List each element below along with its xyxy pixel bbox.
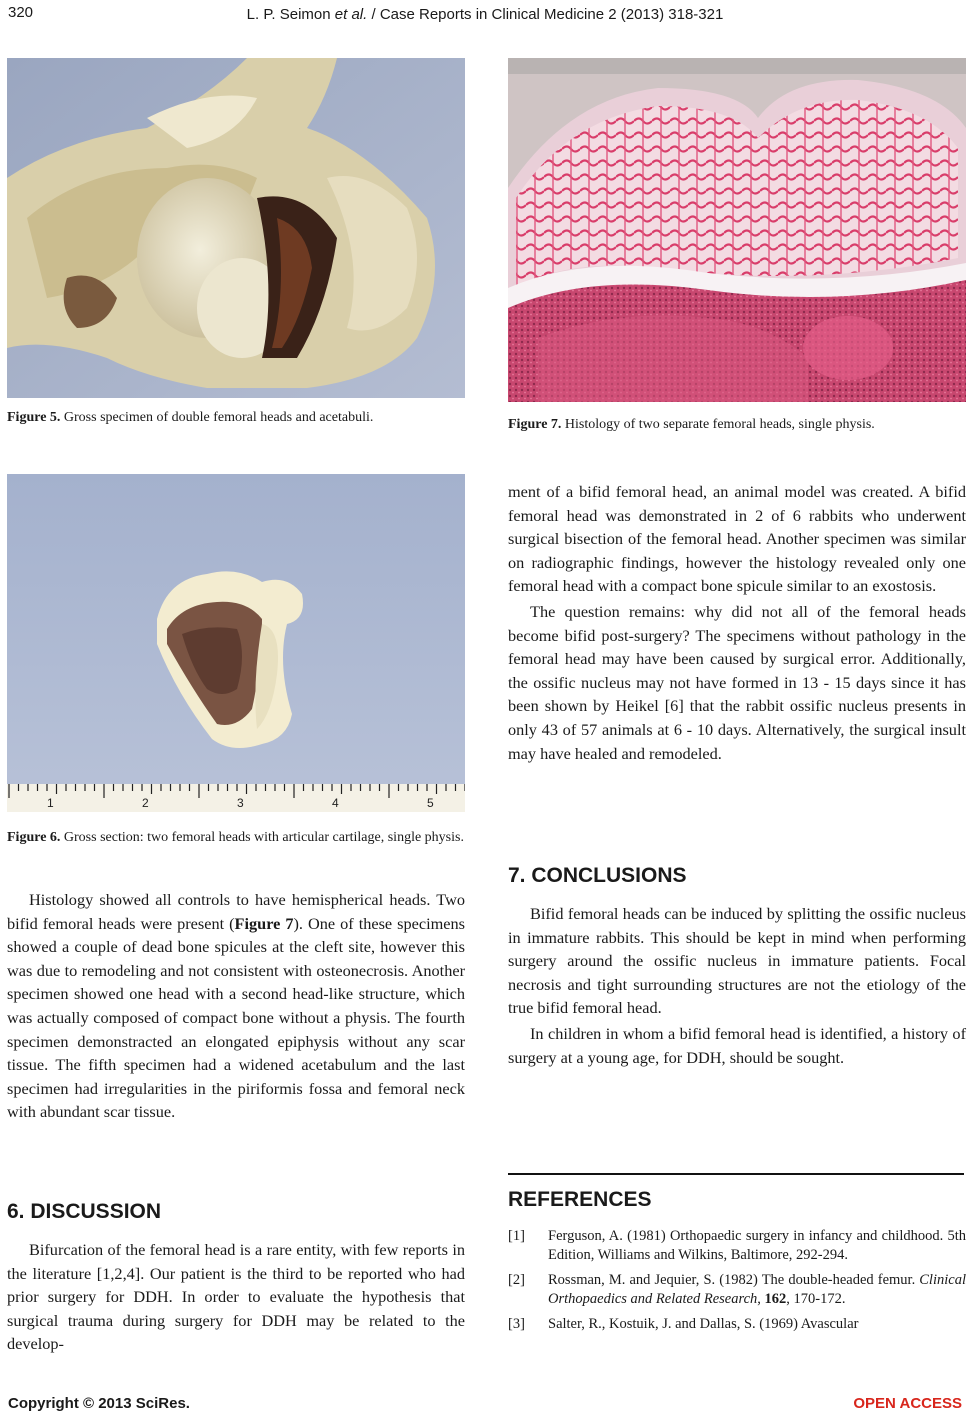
ruler-number: 5 xyxy=(427,796,434,810)
reference-number: [3] xyxy=(508,1316,525,1332)
right-column-text xyxy=(508,480,966,765)
copyright-footer: Copyright © 2013 SciRes. xyxy=(8,1395,190,1412)
continuation-paragraph: ment of a bifid femoral head, an animal model was created. A bifid femoral head was demonstrated in 2 of 6 rabbits who underwent surgical bisection of the femoral head. Another specimen was similar on radiographic findings, however the histology revealed only one femoral head with a compact bone spicule similar to an exostosis. xyxy=(508,482,966,596)
ruler-number: 3 xyxy=(237,796,244,810)
reference-item xyxy=(508,1315,966,1334)
figure-6-caption: Figure 6. Gross section: two femoral heads with articular cartilage, single physis. xyxy=(7,830,464,845)
discussion-paragraph: Bifurcation of the femoral head is a rare entity, with few reports in the literature [1,2,4]. Our patient is the third to be reported who had prior surgery for DDH. In order to evaluate the hypothesis that surgical trauma during surgery for DDH may be related to the develop- xyxy=(7,1240,465,1354)
page-number: 320 xyxy=(8,4,34,21)
figure-5-photo xyxy=(7,58,465,398)
conclusions-paragraph-2: In children in whom a bifid femoral head is identified, a history of surgery at a young age, for DDH, should be sought. xyxy=(508,1023,966,1067)
running-header: L. P. Seimon et al. / Case Reports in Clinical Medicine 2 (2013) 318-321 xyxy=(246,6,724,23)
conclusions-text xyxy=(508,902,966,1069)
figure-5-caption: Figure 5. Gross specimen of double femoral heads and acetabuli. xyxy=(7,410,374,425)
ruler-number: 4 xyxy=(332,796,339,810)
reference-item xyxy=(508,1227,966,1265)
conclusions-paragraph-1: Bifid femoral heads can be induced by splitting the ossific nucleus in immature rabbits. This should be kept in mind when performing surgery around the ossific nucleus in immature patients. Focal necrosis and tight surrounding structures are not the etiology of the true bifid femoral head. xyxy=(508,904,966,1018)
discussion-text xyxy=(7,1238,465,1356)
reference-text: Rossman, M. and Jequier, S. (1982) The double-headed femur. Clinical Orthopaedics and Related Research, 162, 170-172. xyxy=(548,1272,966,1307)
ruler-number: 1 xyxy=(47,796,54,810)
ruler-number: 2 xyxy=(142,796,149,810)
figure-7-histology xyxy=(508,58,966,402)
references-heading: REFERENCES xyxy=(508,1188,652,1211)
left-column-text xyxy=(7,888,465,1124)
discussion-heading: 6. DISCUSSION xyxy=(7,1200,162,1223)
open-access-link[interactable]: OPEN ACCESS xyxy=(853,1395,962,1412)
conclusions-heading: 7. CONCLUSIONS xyxy=(508,864,687,887)
figure-6-photo xyxy=(7,474,465,812)
histology-paragraph: Histology showed all controls to have hemispherical heads. Two bifid femoral heads were present (Figure 7). One of these specimens showed a couple of dead bone spicules at the cleft site, however this was due to remodeling and not consistent with osteonecrosis. Another specimen showed one head with a second head-like structure, which was actually composed of compact bone without a physis. The fourth specimen demonstracted an elongated epiphysis without any scar tissue. The fifth specimen had a widened acetabulum and the last specimen had irregularities in the piriformis fossa and femoral neck with abundant scar tissue. xyxy=(7,890,465,1122)
reference-item xyxy=(508,1271,966,1309)
references-rule xyxy=(508,1173,964,1175)
question-paragraph: The question remains: why did not all of the femoral heads become bifid post-surgery? The specimens without pathology in the femoral head may have been caused by surgical error. Additionally, the ossific nucleus may not have formed in 13 - 15 days since it has been shown by Heikel [6] that the rabbit ossific nucleus presents in only 43 of 57 animals at 6 - 10 days. Alternatively, the surgical insult may have healed and remodeled. xyxy=(508,601,966,763)
reference-number: [1] xyxy=(508,1228,525,1244)
reference-text: Salter, R., Kostuik, J. and Dallas, S. (1969) Avascular xyxy=(548,1316,859,1332)
reference-number: [2] xyxy=(508,1272,525,1288)
ruler-labels xyxy=(7,796,465,812)
references-list xyxy=(508,1227,966,1340)
reference-text: Ferguson, A. (1981) Orthopaedic surgery in infancy and childhood. 5th Edition, Williams and Wilkins, Baltimore, 292-294. xyxy=(548,1228,966,1263)
figure-7-caption: Figure 7. Histology of two separate femoral heads, single physis. xyxy=(508,417,875,432)
